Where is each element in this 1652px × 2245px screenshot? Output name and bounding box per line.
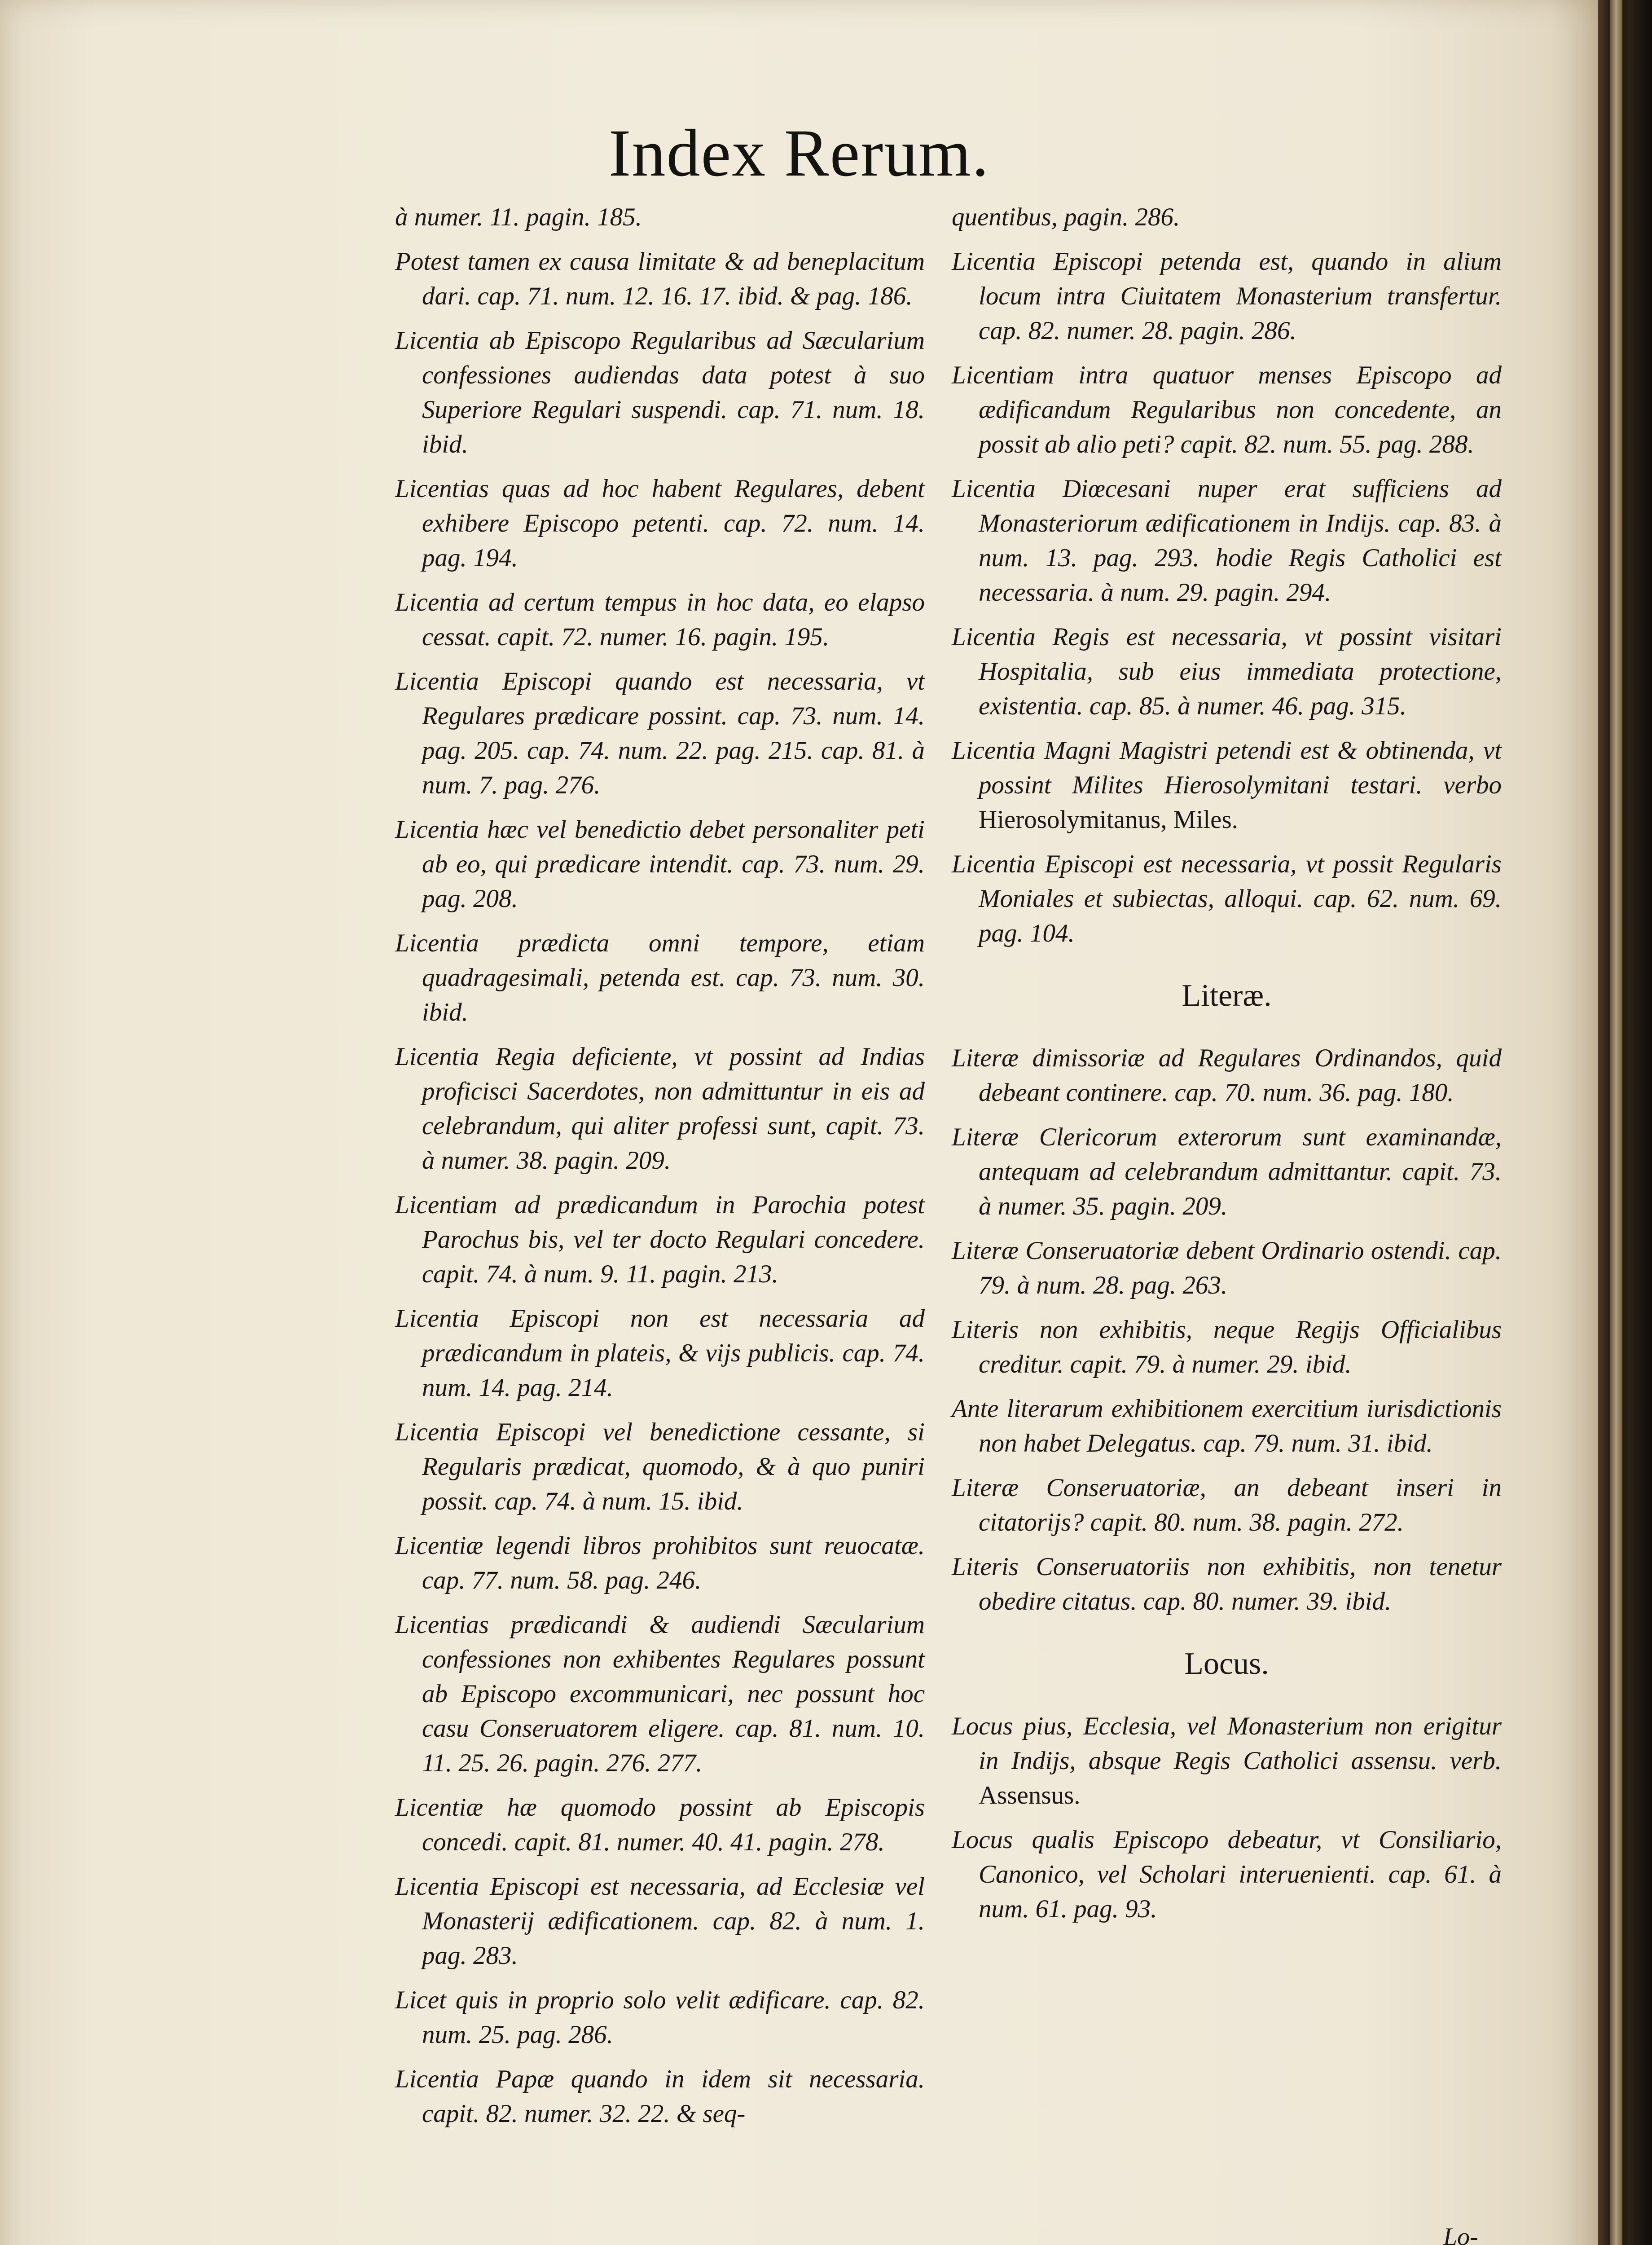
index-entry-text: Locus pius, Ecclesia, vel Monasterium non erigitur in Indijs, absque Regis Catholici assensu. verb. <box>952 1712 1502 1775</box>
index-entry <box>395 1869 925 1973</box>
index-entry-text: Licentia Episcopi est necessaria, vt possit Regularis Moniales et subiectas, alloqui. cap. 62. num. 69. pag. 104. <box>952 850 1502 947</box>
index-entry <box>952 1120 1502 1224</box>
index-entry <box>395 323 925 462</box>
index-entry-text: Literæ Clericorum exterorum sunt examinandæ, antequam ad celebrandum admittantur. capit. 73. à numer. 35. pagin. 209. <box>952 1123 1502 1220</box>
index-entry-text: Licentiæ hæ quomodo possint ab Episcopis concedi. capit. 81. numer. 40. 41. pagin. 278. <box>395 1793 925 1856</box>
index-entry-text: Licentiam ad prædicandum in Parochia potest Parochus bis, vel ter docto Regulari concedere. capit. 74. à num. 9. 11. pagin. 213. <box>395 1191 925 1288</box>
index-entry <box>395 1415 925 1519</box>
index-entry-text: Licentia hæc vel benedictio debet personaliter peti ab eo, qui prædicare intendit. cap. 73. num. 29. pag. 208. <box>395 815 925 913</box>
index-entry <box>952 1709 1502 1813</box>
index-entry <box>395 585 925 654</box>
index-column-left <box>395 200 925 2141</box>
index-entry-text: Literæ dimissoriæ ad Regulares Ordinandos, quid debeant continere. cap. 70. num. 36. pag. 180. <box>952 1044 1502 1107</box>
catchword: Lo- <box>1443 2223 1478 2245</box>
index-entry-text: Licentia Episcopi petenda est, quando in alium locum intra Ciuitatem Monasterium transfertur. cap. 82. numer. 28. pagin. 286. <box>952 247 1502 345</box>
index-entry-text: Locus qualis Episcopo debeatur, vt Consiliario, Canonico, vel Scholari interuenienti. cap. 61. à num. 61. pag. 93. <box>952 1826 1502 1923</box>
index-column-right <box>952 200 1502 1936</box>
index-entry <box>952 1233 1502 1303</box>
index-entry <box>952 1470 1502 1540</box>
index-entry <box>952 471 1502 610</box>
entries-continued <box>952 200 1502 951</box>
index-entry <box>395 200 925 234</box>
index-entry <box>395 664 925 802</box>
index-entry <box>952 1822 1502 1926</box>
index-entry-text: Licentiam intra quatuor menses Episcopo ad ædificandum Regularibus non concedente, an possit ab alio peti? capit. 82. num. 55. pag. 288. <box>952 361 1502 458</box>
index-entry-text: Licentia Regia deficiente, vt possint ad Indias proficisci Sacerdotes, non admittuntur in eis ad celebrandum, qui aliter professi sunt, capit. 73. à numer. 38. pagin. 209. <box>395 1043 925 1175</box>
index-entry-text: quentibus, pagin. 286. <box>952 203 1180 231</box>
index-entry-text: Licentia Episcopi quando est necessaria, vt Regulares prædicare possint. cap. 73. num. 14. pag. 205. cap. 74. num. 22. pag. 215. cap. 81. à num. 7. pag. 276. <box>395 667 925 799</box>
index-entry <box>395 1188 925 1291</box>
index-entry-text: Licentiæ legendi libros prohibitos sunt reuocatæ. cap. 77. num. 58. pag. 246. <box>395 1532 925 1594</box>
index-entry-text: à numer. 11. pagin. 185. <box>395 203 642 231</box>
index-entry <box>952 620 1502 723</box>
facing-page-edge <box>1598 0 1652 2245</box>
index-entry <box>952 244 1502 348</box>
index-entry-text: Licentia Episcopi est necessaria, ad Ecclesiæ vel Monasterij ædificationem. cap. 82. à num. 1. pag. 283. <box>395 1872 925 1970</box>
index-entry <box>952 1549 1502 1619</box>
index-entry-text: Licentia Regis est necessaria, vt possint visitari Hospitalia, sub eius immediata protectione, existentia. cap. 85. à numer. 46. pag. 315. <box>952 623 1502 720</box>
index-entry-text: Licentia ab Episcopo Regularibus ad Sæcularium confessiones audiendas data potest à suo Superiore Regulari suspendi. cap. 71. num. 18. ibid. <box>395 326 925 458</box>
index-entry-text: Ante literarum exhibitionem exercitium iurisdictionis non habet Delegatus. cap. 79. num. 31. ibid. <box>952 1395 1502 1457</box>
index-entry-text: Literæ Conseruatoriæ, an debeant inseri in citatorijs? capit. 80. num. 38. pagin. 272. <box>952 1474 1502 1536</box>
index-entry <box>395 1301 925 1405</box>
index-entry <box>395 1983 925 2052</box>
section-heading-locus: Locus. <box>1184 1646 1269 1681</box>
index-entry-text: Licentia Papæ quando in idem sit necessaria. capit. 82. numer. 32. 22. & seq- <box>395 2065 925 2128</box>
index-entry <box>952 1312 1502 1382</box>
index-entry-text: Licentia Episcopi vel benedictione cessante, si Regularis prædicat, quomodo, & à quo puniri possit. cap. 74. à num. 15. ibid. <box>395 1418 925 1515</box>
index-entry-text: Licentia prædicta omni tempore, etiam quadragesimali, petenda est. cap. 73. num. 30. ibid. <box>395 929 925 1026</box>
index-entry-text: Potest tamen ex causa limitate & ad beneplacitum dari. cap. 71. num. 12. 16. 17. ibid. & pag. 186. <box>395 247 925 310</box>
index-entry <box>395 812 925 916</box>
index-entry-text: Literis non exhibitis, neque Regijs Officialibus creditur. capit. 79. à numer. 29. ibid. <box>952 1316 1502 1378</box>
index-entry <box>395 1528 925 1598</box>
index-entry-text: Licentia ad certum tempus in hoc data, eo elapso cessat. capit. 72. numer. 16. pagin. 195. <box>395 588 925 651</box>
index-entry <box>952 733 1502 837</box>
index-entry <box>395 1039 925 1178</box>
index-entry-text: Literis Conseruatoriis non exhibitis, non tenetur obedire citatus. cap. 80. numer. 39. ibid. <box>952 1553 1502 1616</box>
index-entry-text: Licentia Episcopi non est necessaria ad prædicandum in plateis, & vijs publicis. cap. 74. num. 14. pag. 214. <box>395 1304 925 1402</box>
section-heading-literae: Literæ. <box>1182 978 1272 1013</box>
index-entry <box>395 471 925 575</box>
index-entry-text: Licentia Diœcesani nuper erat sufficiens ad Monasteriorum ædificationem in Indijs. cap. 83. à num. 13. pag. 293. hodie Regis Catholici est necessaria. à num. 29. pagin. 294. <box>952 475 1502 607</box>
index-entry <box>395 244 925 313</box>
index-entry <box>395 926 925 1030</box>
entries-literae <box>952 1041 1502 1619</box>
index-entry <box>952 200 1502 234</box>
index-entry <box>952 1391 1502 1461</box>
index-entry-text: Licentia Magni Magistri petendi est & obtinenda, vt possint Milites Hierosolymitani testari. verbo <box>952 736 1502 799</box>
index-entry-crossref: Assensus. <box>979 1781 1081 1809</box>
index-entry-text: Licentias quas ad hoc habent Regulares, debent exhibere Episcopo petenti. cap. 72. num. 14. pag. 194. <box>395 475 925 572</box>
page-edge-sliver <box>1610 0 1622 2245</box>
page-title: Index Rerum. <box>608 116 990 190</box>
index-entry-text: Literæ Conseruatoriæ debent Ordinario ostendi. cap. 79. à num. 28. pag. 263. <box>952 1237 1502 1299</box>
entries-locus <box>952 1709 1502 1926</box>
index-entry <box>395 1790 925 1859</box>
index-entry <box>395 2062 925 2131</box>
index-entry <box>952 847 1502 951</box>
index-entry-crossref: Hierosolymitanus, Miles. <box>979 806 1238 834</box>
index-entry <box>952 1041 1502 1110</box>
index-entry <box>952 358 1502 462</box>
index-entry <box>395 1607 925 1780</box>
index-entry-text: Licentias prædicandi & audiendi Sæcularium confessiones non exhibentes Regulares possunt ab Episcopo excommunicari, nec possunt hoc casu Conseruatorem eligere. cap. 81. num. 10. 11. 25. 26. pagin. 276. 277. <box>395 1611 925 1777</box>
index-entry-text: Licet quis in proprio solo velit ædificare. cap. 82. num. 25. pag. 286. <box>395 1986 925 2049</box>
